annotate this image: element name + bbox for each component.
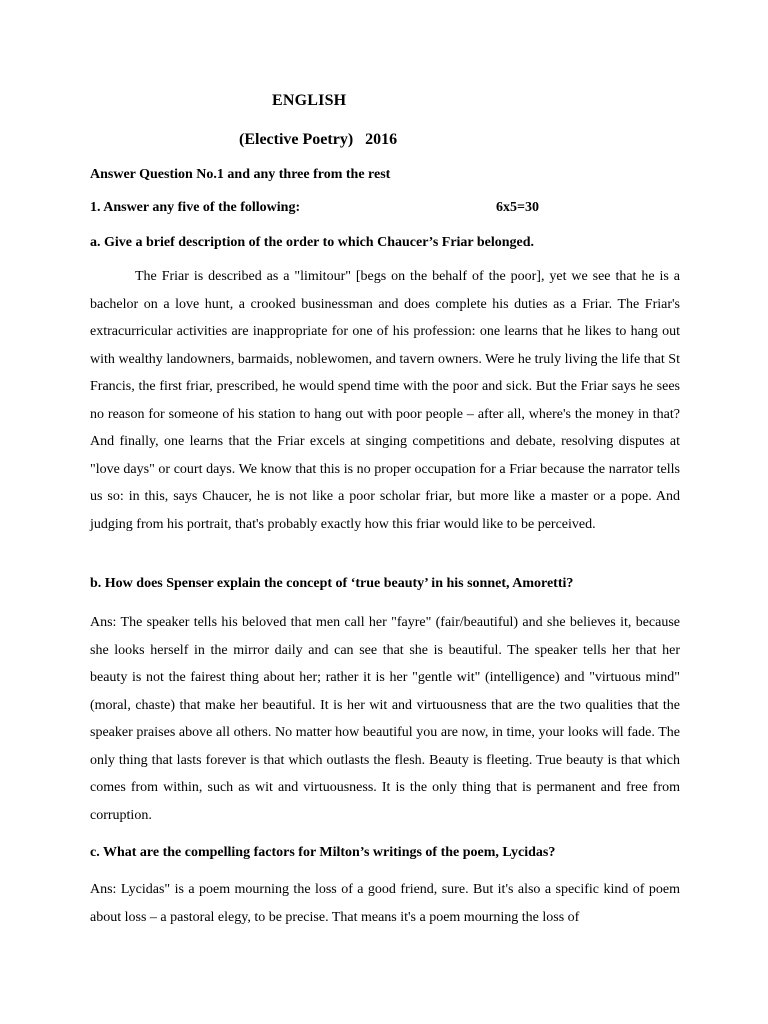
question-a-answer: The Friar is described as a "limitour" [begs on the behalf of the poor], yet we see that he is a bachelor on a love hunt, a crooked businessman and does complete his duties as a Friar. The Friar's extracurricular activities are inappropriate for one of his profession: one learns that he likes to hang out with wealthy landowners, barmaids, noblewomen, and tavern owners. Were he truly living the life that St Francis, the first friar, prescribed, he would spend time with the poor and sick. But the Friar says he sees no reason for someone of his station to hang out with poor people – after all, where's the money in that? And finally, one learns that the Friar excels at singing competitions and debate, resolving disputes at "love days" or court days. We know that this is no proper occupation for a Friar because the narrator tells us so: in this, says Chaucer, he is not like a poor scholar friar, but more like a master or a pope. And judging from his portrait, that's probably exactly how this friar would like to be perceived.: [90, 269, 680, 532]
document-subtitle: (Elective Poetry) 2016: [239, 131, 398, 148]
question-c-heading: c. What are the compelling factors for Milton’s writings of the poem, Lycidas?: [90, 845, 556, 860]
document-title: ENGLISH: [272, 92, 347, 109]
question-a-heading: a. Give a brief description of the order to which Chaucer’s Friar belonged.: [90, 235, 535, 250]
question-c-answer: Ans: Lycidas" is a poem mourning the loss of a good friend, sure. But it's also a specific kind of poem about loss – a pastoral elegy, to be precise. That means it's a poem mourning the loss of: [90, 882, 680, 925]
exam-instruction: Answer Question No.1 and any three from the rest: [90, 167, 391, 182]
question-b-answer: Ans: The speaker tells his beloved that men call her "fayre" (fair/beautiful) and she believes it, because she looks herself in the mirror daily and can see that she is beautiful. The speaker tells her that her beauty is not the fairest thing about her; rather it is her "gentle wit" (intelligence) and "virtuous mind" (moral, chaste) that make her beautiful. It is her wit and virtuousness that are the two qualities that the speaker praises above all others. No matter how beautiful you are now, in time, your looks will fade. The only thing that lasts forever is that which outlasts the flesh. Beauty is fleeting. True beauty is that which comes from within, such as wit and virtuousness. It is the only thing that is permanent and free from corruption.: [90, 615, 680, 823]
question-b-heading: b. How does Spenser explain the concept of ‘true beauty’ in his sonnet, Amoretti?: [90, 576, 574, 591]
question-1-label: 1. Answer any five of the following:: [90, 200, 301, 215]
question-1-marks: 6x5=30: [496, 200, 539, 215]
